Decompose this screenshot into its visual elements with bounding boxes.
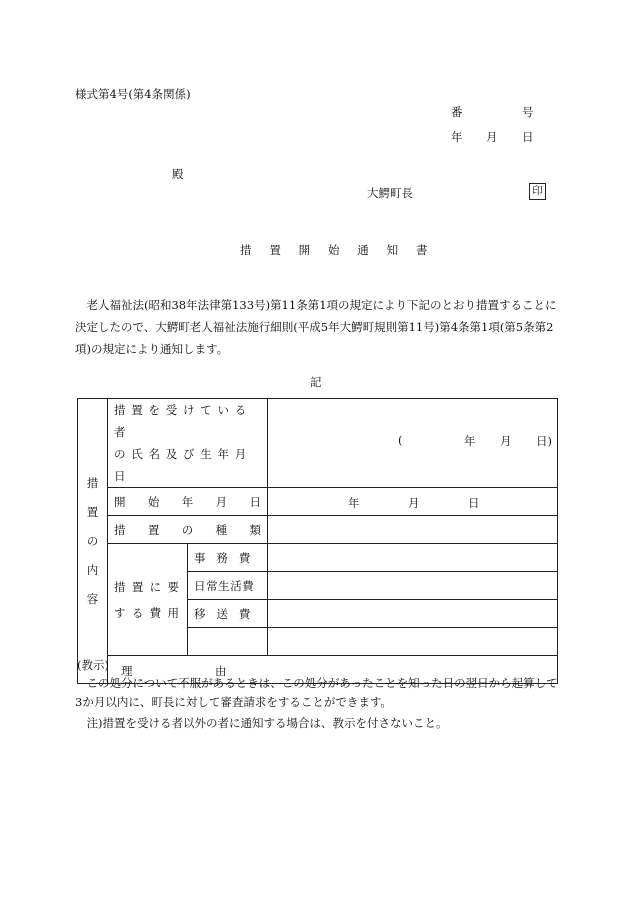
side-label-char: 置 bbox=[86, 504, 99, 519]
cost-item-transport: 移送費 bbox=[188, 600, 268, 628]
cost-label-line1: 措置に要 bbox=[114, 579, 186, 594]
ki-label: 記 bbox=[310, 375, 322, 389]
table-row bbox=[78, 399, 558, 488]
birth-day-close: 日) bbox=[536, 434, 552, 448]
table-row bbox=[78, 516, 558, 544]
start-date-value-cell bbox=[268, 488, 558, 516]
seal-mark: 印 bbox=[529, 183, 546, 200]
date-day: 日 bbox=[522, 130, 534, 144]
side-label-cell bbox=[78, 399, 108, 684]
notice-text: この処分について不服があるときは、この処分があったことを知った日の翌日から起算して3か月以内に、町長に対して審査請求をすることができます。 bbox=[75, 676, 558, 709]
start-date-label-cell bbox=[108, 488, 268, 516]
subject-label-line1: 措置を受けている者 bbox=[114, 403, 252, 439]
cost-value-cell bbox=[268, 572, 558, 600]
birth-year: 年 bbox=[464, 434, 476, 448]
measure-type-char: の bbox=[181, 522, 194, 537]
date-year: 年 bbox=[451, 130, 463, 144]
table-row bbox=[78, 488, 558, 516]
notice-note: 注)措置を受ける者以外の者に通知する場合は、教示を付さないこと。 bbox=[86, 716, 448, 730]
measure-type-char: 措 bbox=[114, 522, 126, 537]
cost-label-line2: する費用 bbox=[114, 605, 186, 620]
date-month: 月 bbox=[486, 130, 498, 144]
measure-type-value-cell bbox=[268, 516, 558, 544]
measure-type-char: 種 bbox=[215, 522, 228, 537]
number-go: 号 bbox=[522, 105, 534, 119]
form-number: 様式第4号(第4条関係) bbox=[75, 87, 191, 101]
side-label-char: 内 bbox=[86, 562, 99, 577]
reason-label-right: 由 bbox=[215, 664, 227, 678]
side-label-char: 容 bbox=[86, 591, 99, 606]
measure-type-label-cell bbox=[108, 516, 268, 544]
birth-month: 月 bbox=[500, 434, 512, 448]
start-date-char: 開 bbox=[114, 494, 126, 509]
cost-item-daily-living: 日常生活費 bbox=[188, 572, 268, 600]
cost-value-cell bbox=[268, 600, 558, 628]
cost-value-cell bbox=[268, 544, 558, 572]
measure-type-char: 置 bbox=[147, 522, 160, 537]
notice-heading: (教示) bbox=[77, 658, 109, 672]
side-label-char: の bbox=[86, 533, 99, 548]
cost-item-admin: 事務費 bbox=[188, 544, 268, 572]
start-day: 日 bbox=[468, 496, 480, 510]
start-date-char: 始 bbox=[147, 494, 160, 509]
number-ban: 番 bbox=[451, 105, 463, 119]
subject-label-cell bbox=[108, 399, 268, 488]
subject-value-cell bbox=[268, 399, 558, 488]
cost-item-blank bbox=[188, 628, 268, 656]
table-row bbox=[78, 544, 558, 572]
reason-label-left: 理 bbox=[121, 664, 133, 678]
addressee-suffix: 殿 bbox=[172, 167, 184, 181]
start-date-char: 年 bbox=[181, 494, 194, 509]
start-date-char: 日 bbox=[249, 494, 261, 509]
cost-value-cell bbox=[268, 628, 558, 656]
birth-open-paren: ( bbox=[398, 433, 403, 447]
document-title: 措置開始通知書 bbox=[240, 243, 446, 257]
start-month: 月 bbox=[408, 496, 420, 510]
body-paragraph: 老人福祉法(昭和38年法律第133号)第11条第1項の規定により下記のとおり措置することに決定したので、大鰐町老人福祉法施行細則(平成5年大鰐町規則第11号)第4条第1項(第5条第2項)の規定により通知します。 bbox=[75, 298, 557, 356]
cost-label-cell bbox=[108, 544, 188, 656]
start-date-char: 月 bbox=[215, 494, 228, 509]
subject-label-line2: の氏名及び生年月日 bbox=[114, 447, 252, 483]
side-label-char: 措 bbox=[86, 475, 99, 490]
measure-table bbox=[77, 398, 558, 684]
sender-name: 大鰐町長 bbox=[367, 186, 413, 200]
start-year: 年 bbox=[348, 496, 360, 510]
measure-type-char: 類 bbox=[249, 522, 261, 537]
